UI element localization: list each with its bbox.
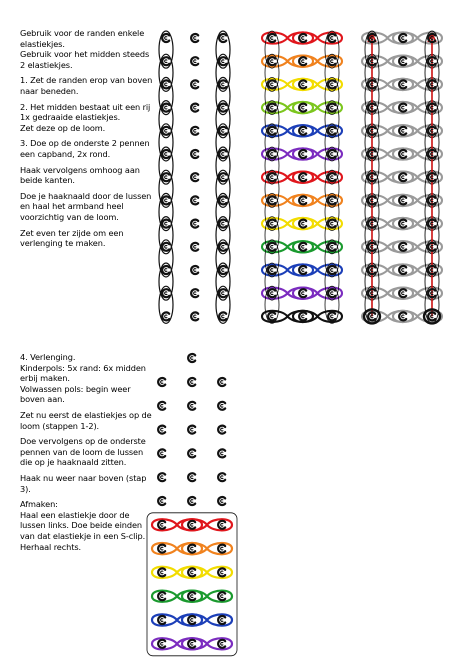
peg-c-icon <box>222 292 225 295</box>
instruction-line: en haal het armband heel <box>20 201 124 212</box>
peg-c-icon <box>371 315 374 318</box>
peg-c-icon <box>271 153 274 156</box>
peg-c-icon <box>331 60 334 63</box>
diagram-extension <box>147 354 237 656</box>
peg-c-icon <box>302 199 305 202</box>
peg-c-icon <box>162 127 169 135</box>
peg-c-icon <box>191 500 194 503</box>
peg-c-icon <box>218 402 225 410</box>
peg-c-icon <box>191 34 198 42</box>
peg-c-icon <box>268 80 275 88</box>
peg-c-icon <box>219 196 226 204</box>
peg-c-icon <box>162 243 169 251</box>
peg-c-icon <box>302 153 305 156</box>
peg-c-icon <box>222 129 225 132</box>
peg-c-icon <box>191 381 194 384</box>
peg-c-icon <box>331 292 334 295</box>
peg-c-icon <box>221 642 224 645</box>
peg-c-icon <box>399 34 406 42</box>
peg-c-icon <box>402 199 405 202</box>
instruction-line: pennen van de loom de lussen <box>20 446 144 457</box>
peg-c-icon <box>219 173 226 181</box>
peg-c-icon <box>302 176 305 179</box>
instruction-line: lussen links. Doe beide einden <box>20 520 142 531</box>
peg-c-icon <box>218 521 225 529</box>
peg-c-icon <box>331 129 334 132</box>
peg-c-icon <box>331 106 334 109</box>
peg-c-icon <box>165 199 168 202</box>
peg-c-icon <box>194 315 197 318</box>
peg-c-icon <box>162 312 169 320</box>
peg-c-icon <box>194 269 197 272</box>
peg-c-icon <box>191 196 198 204</box>
peg-c-icon <box>221 428 224 431</box>
peg-c-icon <box>191 289 198 297</box>
peg-c-icon <box>331 245 334 248</box>
instruction-line: Volwassen pols: begin weer <box>20 383 131 394</box>
peg-c-icon <box>302 292 305 295</box>
peg-c-icon <box>271 60 274 63</box>
peg-c-icon <box>299 243 306 251</box>
peg-c-icon <box>402 37 405 40</box>
peg-c-icon <box>191 104 198 112</box>
peg-c-icon <box>158 640 165 648</box>
peg-c-icon <box>191 150 198 158</box>
peg-c-icon <box>402 222 405 225</box>
peg-c-icon <box>218 378 225 386</box>
peg-c-icon <box>299 312 306 320</box>
peg-c-icon <box>191 312 198 320</box>
peg-c-icon <box>162 289 169 297</box>
instruction-line: van dat elastiekje in een S-clip. <box>20 530 146 541</box>
peg-c-icon <box>328 80 335 88</box>
peg-c-icon <box>191 642 194 645</box>
instruction-line: 1x gedraaide elastiekjes. <box>20 112 121 123</box>
peg-c-icon <box>218 545 225 553</box>
peg-c-icon <box>165 83 168 86</box>
peg-c-icon <box>402 245 405 248</box>
peg-c-icon <box>165 129 168 132</box>
peg-c-icon <box>188 568 195 576</box>
peg-c-icon <box>271 292 274 295</box>
peg-c-icon <box>399 196 406 204</box>
peg-c-icon <box>271 269 274 272</box>
peg-c-icon <box>191 127 198 135</box>
peg-c-icon <box>221 547 224 550</box>
peg-c-icon <box>399 266 406 274</box>
peg-c-icon <box>218 616 225 624</box>
peg-c-icon <box>302 315 305 318</box>
peg-c-icon <box>268 57 275 65</box>
peg-c-icon <box>219 57 226 65</box>
peg-c-icon <box>191 428 194 431</box>
peg-c-icon <box>268 104 275 112</box>
peg-c-icon <box>165 37 168 40</box>
peg-c-icon <box>328 220 335 228</box>
peg-c-icon <box>158 449 165 457</box>
instruction-line: 2. Het midden bestaat uit een rij <box>20 101 151 112</box>
peg-c-icon <box>222 222 225 225</box>
peg-c-icon <box>399 150 406 158</box>
peg-c-icon <box>162 173 169 181</box>
peg-c-icon <box>165 106 168 109</box>
peg-c-icon <box>218 426 225 434</box>
peg-c-icon <box>191 404 194 407</box>
instruction-line: loom (stappen 1-2). <box>20 420 100 431</box>
instruction-line: Herhaal rechts. <box>20 541 82 552</box>
peg-c-icon <box>221 476 224 479</box>
instruction-line: verlenging te maken. <box>20 238 106 249</box>
peg-c-icon <box>331 199 334 202</box>
peg-c-icon <box>221 500 224 503</box>
peg-c-icon <box>402 153 405 156</box>
peg-c-icon <box>191 57 198 65</box>
peg-c-icon <box>402 60 405 63</box>
peg-c-icon <box>431 315 434 318</box>
peg-c-icon <box>162 266 169 274</box>
peg-c-icon <box>299 220 306 228</box>
peg-c-icon <box>161 476 164 479</box>
peg-c-icon <box>161 523 164 526</box>
peg-c-icon <box>219 104 226 112</box>
peg-c-icon <box>331 153 334 156</box>
peg-c-icon <box>188 592 195 600</box>
peg-c-icon <box>191 523 194 526</box>
peg-c-icon <box>219 80 226 88</box>
peg-c-icon <box>191 571 194 574</box>
peg-c-icon <box>165 292 168 295</box>
peg-c-icon <box>221 571 224 574</box>
instruction-line: een capband, 2x rond. <box>20 148 111 159</box>
diagram-step2-colored-middle <box>262 31 342 323</box>
peg-c-icon <box>399 220 406 228</box>
peg-c-icon <box>188 497 195 505</box>
peg-c-icon <box>219 289 226 297</box>
peg-c-icon <box>222 83 225 86</box>
instruction-line: 3). <box>20 483 31 494</box>
peg-c-icon <box>331 222 334 225</box>
peg-c-icon <box>165 176 168 179</box>
peg-c-icon <box>299 104 306 112</box>
peg-c-icon <box>268 127 275 135</box>
instruction-line: elastiekjes. <box>20 38 65 49</box>
peg-c-icon <box>299 150 306 158</box>
peg-c-icon <box>161 547 164 550</box>
peg-c-icon <box>268 34 275 42</box>
instruction-line: voorzichtig van de loom. <box>20 211 119 222</box>
peg-c-icon <box>219 34 226 42</box>
peg-c-icon <box>402 315 405 318</box>
edge-band <box>147 513 237 656</box>
instruction-line: 3. Doe op de onderste 2 pennen <box>20 138 150 149</box>
peg-c-icon <box>299 34 306 42</box>
peg-c-icon <box>271 315 274 318</box>
peg-c-icon <box>402 269 405 272</box>
instruction-line: erbij maken. <box>20 373 70 384</box>
peg-c-icon <box>268 289 275 297</box>
peg-c-icon <box>271 176 274 179</box>
peg-c-icon <box>191 220 198 228</box>
peg-c-icon <box>194 37 197 40</box>
instruction-line: Haak nu weer naar boven (stap <box>20 472 147 483</box>
peg-c-icon <box>399 289 406 297</box>
peg-c-icon <box>165 269 168 272</box>
peg-c-icon <box>219 266 226 274</box>
peg-c-icon <box>268 220 275 228</box>
peg-c-icon <box>191 476 194 479</box>
peg-c-icon <box>328 266 335 274</box>
peg-c-icon <box>165 222 168 225</box>
peg-c-icon <box>161 571 164 574</box>
instruction-line: boven aan. <box>20 394 65 405</box>
peg-c-icon <box>161 642 164 645</box>
peg-c-icon <box>299 266 306 274</box>
peg-c-icon <box>268 243 275 251</box>
peg-c-icon <box>158 497 165 505</box>
peg-c-icon <box>188 473 195 481</box>
peg-c-icon <box>188 449 195 457</box>
peg-c-icon <box>188 354 195 362</box>
peg-c-icon <box>161 595 164 598</box>
instruction-line: naar beneden. <box>20 85 79 96</box>
peg-c-icon <box>302 37 305 40</box>
peg-c-icon <box>218 640 225 648</box>
instruction-line: Gebruik voor het midden steeds <box>20 49 150 60</box>
peg-c-icon <box>399 312 406 320</box>
peg-c-icon <box>299 173 306 181</box>
peg-c-icon <box>302 106 305 109</box>
peg-c-icon <box>218 497 225 505</box>
instruction-line: beide kanten. <box>20 175 75 186</box>
peg-c-icon <box>188 640 195 648</box>
peg-c-icon <box>194 292 197 295</box>
peg-c-icon <box>194 153 197 156</box>
instruction-line: Haal een elastiekje door de <box>20 509 130 520</box>
instruction-line: Gebruik voor de randen enkele <box>20 28 145 38</box>
peg-c-icon <box>165 245 168 248</box>
peg-c-icon <box>218 592 225 600</box>
peg-c-icon <box>271 106 274 109</box>
peg-c-icon <box>188 616 195 624</box>
peg-c-icon <box>158 521 165 529</box>
peg-c-icon <box>402 129 405 132</box>
instruction-line: Zet deze op de loom. <box>20 122 106 133</box>
peg-c-icon <box>222 315 225 318</box>
peg-c-icon <box>158 473 165 481</box>
peg-c-icon <box>268 266 275 274</box>
peg-c-icon <box>165 60 168 63</box>
peg-c-icon <box>268 196 275 204</box>
peg-c-icon <box>194 106 197 109</box>
peg-c-icon <box>399 57 406 65</box>
peg-c-icon <box>399 127 406 135</box>
peg-c-icon <box>194 199 197 202</box>
peg-c-icon <box>221 523 224 526</box>
peg-c-icon <box>162 34 169 42</box>
peg-c-icon <box>302 129 305 132</box>
instruction-line: 4. Verlenging. <box>20 352 76 362</box>
peg-c-icon <box>221 452 224 455</box>
peg-c-icon <box>161 619 164 622</box>
peg-c-icon <box>299 196 306 204</box>
peg-c-icon <box>188 402 195 410</box>
peg-c-icon <box>158 402 165 410</box>
peg-c-icon <box>161 452 164 455</box>
peg-c-icon <box>218 473 225 481</box>
peg-c-icon <box>221 381 224 384</box>
instruction-line: Doe vervolgens op de onderste <box>20 436 146 447</box>
peg-c-icon <box>162 196 169 204</box>
peg-c-icon <box>191 452 194 455</box>
peg-c-icon <box>328 196 335 204</box>
peg-c-icon <box>194 222 197 225</box>
peg-c-icon <box>222 199 225 202</box>
peg-c-icon <box>299 57 306 65</box>
peg-c-icon <box>331 269 334 272</box>
peg-c-icon <box>402 106 405 109</box>
peg-c-icon <box>222 60 225 63</box>
peg-c-icon <box>165 153 168 156</box>
peg-c-icon <box>271 37 274 40</box>
peg-c-icon <box>158 378 165 386</box>
peg-c-icon <box>331 37 334 40</box>
peg-c-icon <box>191 547 194 550</box>
peg-c-icon <box>219 127 226 135</box>
peg-c-icon <box>162 104 169 112</box>
peg-c-icon <box>158 545 165 553</box>
peg-c-icon <box>219 150 226 158</box>
peg-c-icon <box>219 243 226 251</box>
peg-c-icon <box>271 83 274 86</box>
peg-c-icon <box>222 245 225 248</box>
peg-c-icon <box>188 521 195 529</box>
peg-c-icon <box>191 357 194 360</box>
peg-c-icon <box>328 57 335 65</box>
peg-c-icon <box>331 176 334 179</box>
peg-c-icon <box>194 83 197 86</box>
peg-c-icon <box>158 616 165 624</box>
diagram-step3-grey-with-capband <box>362 31 442 323</box>
peg-c-icon <box>188 545 195 553</box>
peg-c-icon <box>161 428 164 431</box>
peg-c-icon <box>328 173 335 181</box>
peg-c-icon <box>402 292 405 295</box>
peg-c-icon <box>271 129 274 132</box>
peg-c-icon <box>161 404 164 407</box>
peg-c-icon <box>268 312 275 320</box>
peg-c-icon <box>328 127 335 135</box>
peg-c-icon <box>191 595 194 598</box>
peg-c-icon <box>302 245 305 248</box>
peg-c-icon <box>328 104 335 112</box>
instruction-line: Kinderpols: 5x rand: 6x midden <box>20 362 146 373</box>
peg-c-icon <box>268 150 275 158</box>
peg-c-icon <box>165 315 168 318</box>
peg-c-icon <box>158 426 165 434</box>
peg-c-icon <box>299 289 306 297</box>
peg-c-icon <box>328 243 335 251</box>
peg-c-icon <box>161 500 164 503</box>
peg-c-icon <box>302 269 305 272</box>
peg-c-icon <box>399 243 406 251</box>
instruction-line: die op je haaknaald zitten. <box>20 457 127 468</box>
peg-c-icon <box>218 449 225 457</box>
peg-c-icon <box>402 83 405 86</box>
peg-c-icon <box>331 315 334 318</box>
peg-c-icon <box>219 312 226 320</box>
peg-c-icon <box>302 60 305 63</box>
peg-c-icon <box>299 80 306 88</box>
peg-c-icon <box>222 37 225 40</box>
peg-c-icon <box>162 220 169 228</box>
peg-c-icon <box>302 222 305 225</box>
peg-c-icon <box>191 173 198 181</box>
instruction-line: 1. Zet de randen erop van boven <box>20 75 153 86</box>
peg-c-icon <box>188 378 195 386</box>
peg-c-icon <box>162 150 169 158</box>
peg-c-icon <box>399 80 406 88</box>
peg-c-icon <box>221 595 224 598</box>
instruction-line: 2 elastiekjes. <box>20 59 73 70</box>
peg-c-icon <box>191 243 198 251</box>
peg-c-icon <box>194 245 197 248</box>
peg-c-icon <box>162 57 169 65</box>
peg-c-icon <box>221 619 224 622</box>
peg-c-icon <box>191 619 194 622</box>
peg-c-icon <box>271 222 274 225</box>
peg-c-icon <box>222 106 225 109</box>
peg-c-icon <box>331 83 334 86</box>
peg-c-icon <box>158 592 165 600</box>
peg-c-icon <box>328 312 335 320</box>
peg-c-icon <box>222 176 225 179</box>
peg-c-icon <box>328 150 335 158</box>
peg-c-icon <box>328 34 335 42</box>
instruction-line: Haak vervolgens omhoog aan <box>20 164 140 175</box>
peg-c-icon <box>299 127 306 135</box>
peg-c-icon <box>191 266 198 274</box>
peg-c-icon <box>399 173 406 181</box>
diagram-step1-edges <box>159 31 230 323</box>
instruction-line: Zet even ter zijde om een <box>20 227 124 238</box>
peg-c-icon <box>218 568 225 576</box>
peg-c-icon <box>194 60 197 63</box>
peg-c-icon <box>302 83 305 86</box>
peg-c-icon <box>399 104 406 112</box>
peg-c-icon <box>222 269 225 272</box>
peg-c-icon <box>221 404 224 407</box>
instruction-line: Doe je haaknaald door de lussen <box>20 190 152 201</box>
instruction-line: Afmaken: <box>20 499 58 510</box>
peg-c-icon <box>268 173 275 181</box>
peg-c-icon <box>271 245 274 248</box>
peg-c-icon <box>219 220 226 228</box>
peg-c-icon <box>161 381 164 384</box>
peg-c-icon <box>158 568 165 576</box>
peg-c-icon <box>271 199 274 202</box>
peg-c-icon <box>402 176 405 179</box>
peg-c-icon <box>188 426 195 434</box>
peg-c-icon <box>191 80 198 88</box>
instruction-line: Zet nu eerst de elastiekjes op de <box>20 409 152 420</box>
peg-c-icon <box>222 153 225 156</box>
peg-c-icon <box>194 176 197 179</box>
peg-c-icon <box>194 129 197 132</box>
peg-c-icon <box>328 289 335 297</box>
peg-c-icon <box>162 80 169 88</box>
